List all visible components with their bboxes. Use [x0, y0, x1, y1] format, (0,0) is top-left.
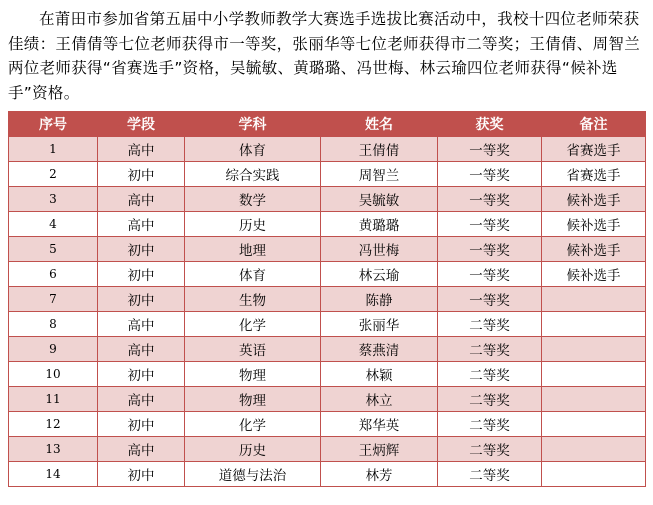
cell-remark: [542, 287, 646, 312]
cell-subject: 化学: [185, 312, 321, 337]
header-award: 获奖: [438, 112, 542, 137]
cell-name: 吴毓敏: [321, 187, 438, 212]
header-index: 序号: [9, 112, 98, 137]
cell-name: 王倩倩: [321, 137, 438, 162]
cell-name: 黄璐璐: [321, 212, 438, 237]
cell-index: 3: [9, 187, 98, 212]
cell-stage: 高中: [98, 387, 185, 412]
table-row: [9, 187, 646, 212]
cell-stage: 初中: [98, 362, 185, 387]
cell-index: 7: [9, 287, 98, 312]
cell-name: 林芳: [321, 462, 438, 487]
header-name: 姓名: [321, 112, 438, 137]
cell-stage: 高中: [98, 137, 185, 162]
cell-subject: 英语: [185, 337, 321, 362]
cell-award: 二等奖: [438, 412, 542, 437]
cell-remark: 省赛选手: [542, 162, 646, 187]
table-row: [9, 387, 646, 412]
cell-stage: 初中: [98, 262, 185, 287]
cell-remark: [542, 337, 646, 362]
cell-index: 14: [9, 462, 98, 487]
cell-index: 4: [9, 212, 98, 237]
cell-stage: 初中: [98, 287, 185, 312]
cell-name: 冯世梅: [321, 237, 438, 262]
cell-index: 2: [9, 162, 98, 187]
cell-stage: 高中: [98, 337, 185, 362]
cell-award: 一等奖: [438, 137, 542, 162]
table-row: [9, 237, 646, 262]
header-remark: 备注: [542, 112, 646, 137]
table-row: [9, 462, 646, 487]
cell-remark: 候补选手: [542, 237, 646, 262]
table-row: [9, 262, 646, 287]
cell-subject: 物理: [185, 362, 321, 387]
cell-subject: 地理: [185, 237, 321, 262]
cell-remark: 候补选手: [542, 262, 646, 287]
cell-name: 陈静: [321, 287, 438, 312]
cell-subject: 物理: [185, 387, 321, 412]
cell-award: 二等奖: [438, 437, 542, 462]
cell-name: 林立: [321, 387, 438, 412]
cell-award: 一等奖: [438, 212, 542, 237]
cell-index: 5: [9, 237, 98, 262]
cell-subject: 体育: [185, 137, 321, 162]
cell-stage: 初中: [98, 162, 185, 187]
table-row: [9, 287, 646, 312]
cell-remark: [542, 387, 646, 412]
cell-remark: [542, 462, 646, 487]
cell-index: 10: [9, 362, 98, 387]
cell-award: 一等奖: [438, 287, 542, 312]
cell-stage: 高中: [98, 312, 185, 337]
table-row: [9, 212, 646, 237]
table-row: [9, 337, 646, 362]
cell-index: 13: [9, 437, 98, 462]
cell-index: 1: [9, 137, 98, 162]
cell-remark: [542, 312, 646, 337]
cell-remark: [542, 362, 646, 387]
cell-remark: 省赛选手: [542, 137, 646, 162]
cell-subject: 数学: [185, 187, 321, 212]
cell-stage: 初中: [98, 412, 185, 437]
cell-award: 一等奖: [438, 262, 542, 287]
cell-name: 王炳辉: [321, 437, 438, 462]
cell-subject: 体育: [185, 262, 321, 287]
header-subject: 学科: [185, 112, 321, 137]
cell-subject: 道德与法治: [185, 462, 321, 487]
table-row: [9, 412, 646, 437]
cell-name: 张丽华: [321, 312, 438, 337]
intro-paragraph: 在莆田市参加省第五届中小学教师教学大赛选手选拔比赛活动中，我校十四位老师荣获佳绩：王倩倩等七位老师获得市一等奖，张丽华等七位老师获得市二等奖；王倩倩、周智兰两位老师获得“省赛选手”资格，吴毓敏、黄璐璐、冯世梅、林云瑜四位老师获得“候补选手”资格。: [8, 10, 641, 102]
cell-subject: 历史: [185, 437, 321, 462]
cell-index: 9: [9, 337, 98, 362]
cell-stage: 高中: [98, 212, 185, 237]
cell-subject: 历史: [185, 212, 321, 237]
cell-index: 8: [9, 312, 98, 337]
cell-award: 一等奖: [438, 187, 542, 212]
cell-name: 郑华英: [321, 412, 438, 437]
cell-subject: 生物: [185, 287, 321, 312]
cell-name: 周智兰: [321, 162, 438, 187]
table-header-row: [9, 112, 646, 137]
cell-remark: [542, 437, 646, 462]
awards-table: [8, 111, 646, 487]
cell-subject: 综合实践: [185, 162, 321, 187]
cell-award: 二等奖: [438, 312, 542, 337]
table-row: [9, 137, 646, 162]
cell-remark: 候补选手: [542, 187, 646, 212]
table-row: [9, 162, 646, 187]
cell-name: 林颖: [321, 362, 438, 387]
cell-award: 二等奖: [438, 362, 542, 387]
cell-remark: [542, 412, 646, 437]
cell-index: 6: [9, 262, 98, 287]
cell-stage: 初中: [98, 462, 185, 487]
cell-award: 二等奖: [438, 337, 542, 362]
cell-award: 二等奖: [438, 462, 542, 487]
cell-stage: 高中: [98, 437, 185, 462]
cell-award: 一等奖: [438, 237, 542, 262]
table-body: [9, 137, 646, 487]
table-row: [9, 437, 646, 462]
cell-name: 蔡燕清: [321, 337, 438, 362]
cell-award: 二等奖: [438, 387, 542, 412]
table-row: [9, 312, 646, 337]
cell-name: 林云瑜: [321, 262, 438, 287]
header-stage: 学段: [98, 112, 185, 137]
cell-index: 12: [9, 412, 98, 437]
cell-stage: 初中: [98, 237, 185, 262]
cell-subject: 化学: [185, 412, 321, 437]
cell-stage: 高中: [98, 187, 185, 212]
cell-award: 一等奖: [438, 162, 542, 187]
cell-remark: 候补选手: [542, 212, 646, 237]
table-row: [9, 362, 646, 387]
cell-index: 11: [9, 387, 98, 412]
